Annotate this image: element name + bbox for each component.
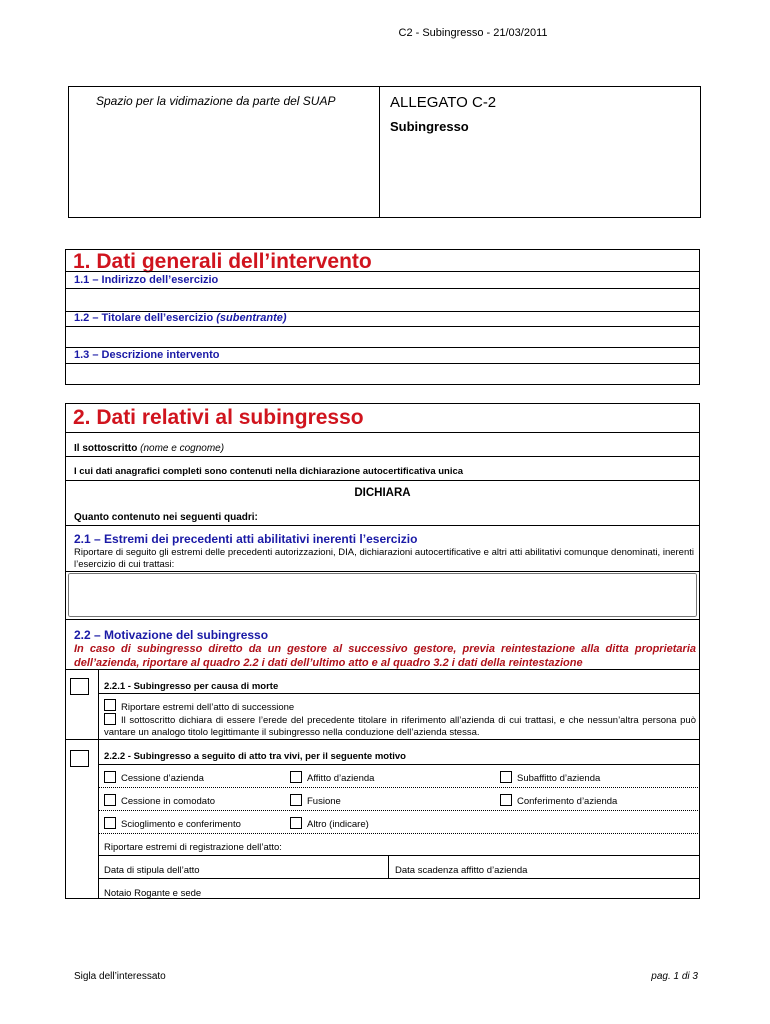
dati-anagrafici-text: I cui dati anagrafici completi sono contenuti nella dichiarazione autocertificativa unica — [74, 466, 464, 477]
q22-title: 2.2 – Motivazione del subingresso — [74, 628, 269, 642]
q21-text: Riportare di seguito gli estremi delle precedenti autorizzazioni, DIA, dichiarazioni autocertificative e altri atti abilitativi comunque denominati, inerenti l’esercizio di cui trattasi: — [74, 547, 694, 570]
descrizione-intervento-input[interactable] — [68, 365, 697, 383]
atti-abilitativi-input[interactable] — [68, 573, 697, 617]
s1-line — [65, 347, 700, 348]
conferimento-azienda-checkbox[interactable] — [500, 794, 512, 806]
successione-label: Riportare estremi dell’atto di successione — [121, 702, 295, 713]
q221-title: 2.2.1 - Subingresso per causa di morte — [104, 681, 279, 692]
cessione-azienda-label: Cessione d’azienda — [121, 773, 204, 784]
q221-divider — [98, 669, 99, 739]
successione-checkbox[interactable] — [104, 699, 116, 711]
sottoscritto-input[interactable] — [240, 439, 695, 455]
notaio-label: Notaio Rogante e sede — [104, 888, 202, 899]
altro-label: Altro (indicare) — [307, 819, 369, 830]
section2-title: 2. Dati relativi al subingresso — [73, 406, 364, 429]
notaio-input[interactable] — [215, 882, 695, 897]
s2-line — [98, 693, 700, 694]
altro-checkbox[interactable] — [290, 817, 302, 829]
s1-line — [65, 363, 700, 364]
document-header: C2 - Subingresso - 21/03/2011 — [398, 27, 548, 39]
cessione-comodato-checkbox[interactable] — [104, 794, 116, 806]
allegato-subtitle: Subingresso — [390, 119, 469, 134]
dotted-line — [98, 810, 700, 811]
s2-line — [65, 619, 700, 620]
suap-stamp-label: Spazio per la vidimazione da parte del SUAP — [96, 94, 336, 108]
q222-checkbox[interactable] — [70, 750, 89, 767]
data-scadenza-input[interactable] — [545, 859, 695, 875]
section1-title: 1. Dati generali dell’intervento — [73, 250, 372, 273]
page-number: pag. 1 di 3 — [651, 971, 698, 982]
s1-item-1-label: 1.1 – Indirizzo dell’esercizio — [74, 274, 219, 286]
s1-line — [65, 288, 700, 289]
cessione-comodato-label: Cessione in comodato — [121, 796, 215, 807]
erede-label: Il sottoscritto dichiara di essere l’erede del precedente titolare in riferimento all’azienda di cui trattasi, e che nessun’altra persona può vantare un analogo titolo legittimante il subingresso nella conduzione dell’azienda stessa. — [104, 715, 696, 738]
stamp-divider — [379, 86, 380, 218]
subaffitto-azienda-label: Subaffitto d’azienda — [517, 773, 601, 784]
q221-checkbox[interactable] — [70, 678, 89, 695]
altro-input[interactable] — [380, 816, 696, 831]
subaffitto-azienda-checkbox[interactable] — [500, 771, 512, 783]
affitto-azienda-label: Affitto d’azienda — [307, 773, 375, 784]
registrazione-label: Riportare estremi di registrazione dell’atto: — [104, 842, 282, 853]
conferimento-azienda-label: Conferimento d’azienda — [517, 796, 618, 807]
s2-line — [65, 669, 700, 670]
s2-line — [65, 739, 700, 740]
s2-line — [65, 432, 700, 433]
dotted-line — [98, 787, 700, 788]
q22-note: In caso di subingresso diretto da un gestore al successivo gestore, previa reintestazione alla ditta proprietaria dell’azienda, riportare al quadro 2.2 i dati dell’ultimo atto e al quadro 3.2 i dati della reintestazione — [74, 643, 696, 669]
s1-item-2-text: 1.2 – Titolare dell’esercizio — [74, 312, 217, 324]
s2-line — [65, 480, 700, 481]
dotted-line — [98, 833, 700, 834]
titolare-esercizio-input[interactable] — [68, 328, 697, 346]
q222-title: 2.2.2 - Subingresso a seguito di atto tra vivi, per il seguente motivo — [104, 751, 406, 762]
s2-line — [65, 456, 700, 457]
fusione-label: Fusione — [307, 796, 341, 807]
affitto-azienda-checkbox[interactable] — [290, 771, 302, 783]
sigla-label: Sigla dell’interessato — [74, 971, 166, 982]
sottoscritto-label — [74, 443, 224, 454]
q21-title: 2.1 – Estremi dei precedenti atti abilitativi inerenti l’esercizio — [74, 532, 418, 546]
quanto-text: Quanto contenuto nei seguenti quadri: — [74, 512, 258, 523]
s2-line — [98, 855, 700, 856]
dichiara-heading: DICHIARA — [354, 487, 411, 499]
sottoscritto-hint: (nome e cognome) — [140, 443, 225, 454]
s1-item-2-suffix: (subentrante) — [216, 312, 287, 324]
s1-item-3-label: 1.3 – Descrizione intervento — [74, 349, 220, 361]
s2-line — [98, 764, 700, 765]
s2-line — [65, 525, 700, 526]
indirizzo-esercizio-input[interactable] — [68, 290, 697, 310]
data-scadenza-label: Data scadenza affitto d’azienda — [395, 865, 528, 876]
scioglimento-checkbox[interactable] — [104, 817, 116, 829]
s2-line — [65, 571, 700, 572]
s2-line — [98, 878, 700, 879]
scioglimento-label: Scioglimento e conferimento — [121, 819, 241, 830]
q222-divider — [98, 739, 99, 899]
s1-line — [65, 271, 700, 272]
sottoscritto-text: Il sottoscritto — [74, 443, 138, 454]
date-divider — [388, 855, 389, 878]
s1-item-2-label — [74, 312, 287, 324]
data-stipula-label: Data di stipula dell’atto — [104, 865, 200, 876]
s1-line — [65, 326, 700, 327]
fusione-checkbox[interactable] — [290, 794, 302, 806]
data-stipula-input[interactable] — [215, 859, 383, 875]
cessione-azienda-checkbox[interactable] — [104, 771, 116, 783]
allegato-label: ALLEGATO C-2 — [390, 94, 497, 111]
